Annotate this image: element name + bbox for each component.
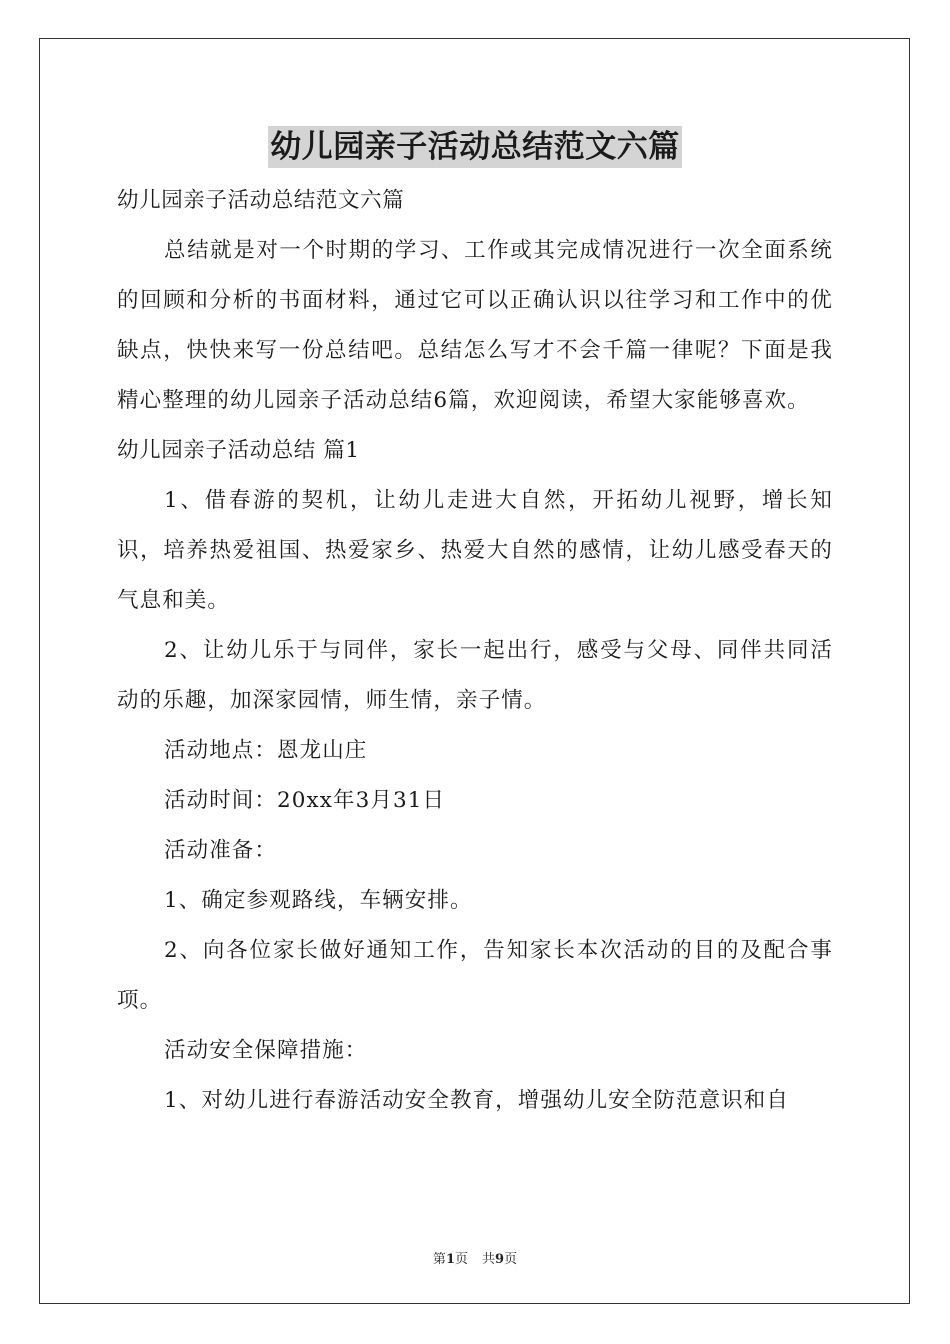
paragraph-safety-1: 1、对幼儿进行春游活动安全教育，增强幼儿安全防范意识和自 <box>164 1088 789 1113</box>
total-label-prefix: 共 <box>482 1252 496 1267</box>
paragraph-goal-1: 1、借春游的契机，让幼儿走进大自然，开拓幼儿视野，增长知识，培养热爱祖国、热爱家乡、热爱大自然的感情，让幼儿感受春天的气息和美。 <box>117 488 833 613</box>
section-heading: 幼儿园亲子活动总结 篇1 <box>117 438 360 463</box>
page-footer <box>0 1248 950 1267</box>
paragraph-preparation-heading: 活动准备： <box>164 838 278 863</box>
paragraph-location: 活动地点：恩龙山庄 <box>164 738 368 763</box>
document-title: 幼儿园亲子活动总结范文六篇 <box>268 126 682 168</box>
page-label-suffix: 页 <box>454 1252 468 1267</box>
paragraph-intro: 总结就是对一个时期的学习、工作或其完成情况进行一次全面系统的回顾和分析的书面材料，通过它可以正确认识以往学习和工作中的优缺点，快快来写一份总结吧。总结怎么写才不会千篇一律呢？下面是我精心整理的幼儿园亲子活动总结6篇，欢迎阅读，希望大家能够喜欢。 <box>117 238 833 413</box>
total-pages: 9 <box>495 1252 505 1267</box>
paragraph-preparation-1: 1、确定参观路线，车辆安排。 <box>164 888 473 913</box>
page-number: 1 <box>445 1252 455 1267</box>
title-container <box>0 126 950 168</box>
paragraph-preparation-2: 2、向各位家长做好通知工作，告知家长本次活动的目的及配合事项。 <box>117 938 833 1013</box>
total-label-suffix: 页 <box>504 1252 518 1267</box>
paragraph-subtitle: 幼儿园亲子活动总结范文六篇 <box>117 188 405 213</box>
paragraph-time: 活动时间：20xx年3月31日 <box>164 788 446 813</box>
page-label-prefix: 第 <box>432 1252 446 1267</box>
paragraph-safety-heading: 活动安全保障措施： <box>164 1038 368 1063</box>
paragraph-goal-2: 2、让幼儿乐于与同伴，家长一起出行，感受与父母、同伴共同活动的乐趣，加深家园情，师生情，亲子情。 <box>117 638 833 713</box>
document-body <box>117 176 833 1126</box>
